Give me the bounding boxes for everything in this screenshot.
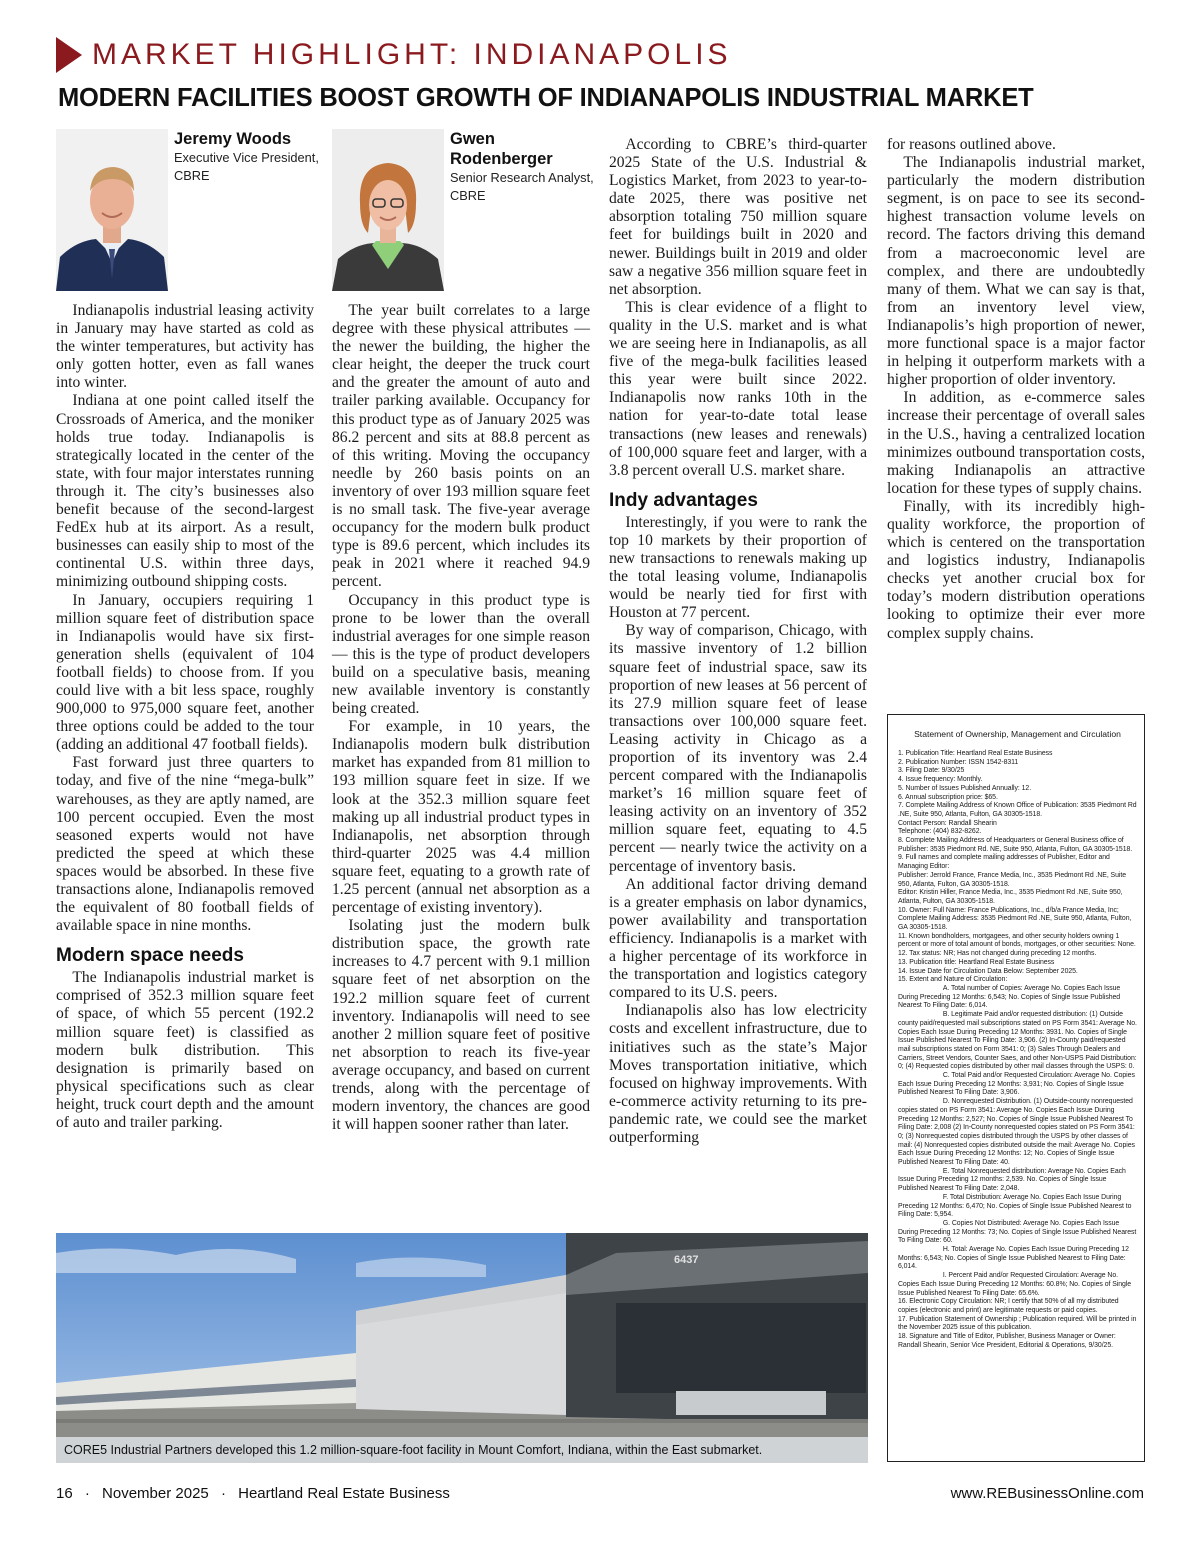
statement-line: A. Total number of Copies: Average No. Copies Each Issue During Preceding 12 Months: 6,543; No. Copies of Single Issue Published Nearest To Filing Date: 6,014. [898, 984, 1121, 1010]
statement-line: 3. Filing Date: 9/30/25 [898, 767, 965, 775]
statement-line: 2. Publication Number: ISSN 1542-8311 [898, 758, 1019, 766]
statement-line: 16. Electronic Copy Circulation: NR; I certify that 50% of all my distributed copies (electronic and print) are legitimate requests or paid copies. [898, 1298, 1119, 1314]
author-title-line1: Executive Vice President, [174, 150, 319, 165]
paragraph: In January, occupiers requiring 1 million square feet of distribution space in Indianapolis would have six first-generation shells (equivalent of 104 football fields) to choose from. If you could live with a bit less space, roughly 900,000 to 975,000 square feet, another three options could be added to the tour (adding an additional 47 football fields). [56, 591, 314, 754]
author-name-line1: Gwen [450, 130, 495, 148]
statement-line: B. Legitimate Paid and/or requested distribution: (1) Outside county paid/requested mail subscriptions stated on PS Form 3541: Average No. Copies Each Issue During Preceding 12 Months: 3931. No. Copies of Single Issue Published Nearest To Filing Date: 3,906. (2) In-County paid/requested mail subscriptions stated on Form 3541: 0; (3) Sales Through Dealers and Carriers, Street Vendors, Counter Saes, and other Non-USPS Paid Distribution: 0; (4) Requested copies distributed by other mail classes through the USPS: 0. [898, 1011, 1137, 1071]
paragraph: Indianapolis industrial leasing activity in January may have started as cold as the winter temperatures, but activity has only gotten hotter, even as fall wanes into winter. [56, 302, 314, 392]
subheading: Modern space needs [56, 945, 244, 967]
photo-caption: CORE5 Industrial Partners developed this 1.2 million-square-foot facility in Mount Comfort, Indiana, within the East submarket. [56, 1437, 868, 1463]
statement-line: 17. Publication Statement of Ownership ; Publication required. Will be printed in the November 2025 issue of this publication. [898, 1315, 1137, 1332]
paragraph: The Indianapolis industrial market, particularly the modern distribution segment, is on pace to see its second-highest transaction volume levels on record. The factors driving this demand from a macroeconomic level are complex, and there are undoubtedly many of them. What we can say is that, from an inventory level view, Indianapolis’s high proportion of newer, more functional space is a major factor in helping it outperform markets with a higher proportion of older inventory. [887, 154, 1145, 389]
statement-line: 7. Complete Mailing Address of Known Office of Publication: 3535 Piedmont Rd .NE, Suite 950, Atlanta, Fulton, GA 30305-1518. [898, 802, 1137, 818]
statement-line: 11. Known bondholders, mortgagees, and other security holders owning 1 percent or more of total amount of bonds, mortgages, or other securities: None. [898, 932, 1136, 949]
subheading: Indy advantages [609, 489, 758, 511]
article-headline: MODERN FACILITIES BOOST GROWTH OF INDIANAPOLIS INDUSTRIAL MARKET [58, 84, 1034, 112]
paragraph-continued: for reasons outlined above. [887, 136, 1056, 153]
statement-line: 15. Extent and Nature of Circulation: [898, 976, 1008, 984]
page-footer [56, 1485, 458, 1502]
issue-date: November 2025 [102, 1485, 209, 1502]
kicker-text: MARKET HIGHLIGHT: INDIANAPOLIS [92, 38, 732, 71]
article-column-4 [887, 136, 1145, 643]
statement-line: 10. Owner: Full Name: France Publications, Inc., d/b/a France Media, Inc; Complete Mailing Address: 3535 Piedmont Rd .NE, Suite 950, Atlanta, Fulton, GA 30305-1518. [898, 906, 1132, 932]
separator: · [84, 1485, 90, 1502]
paragraph: Occupancy in this product type is prone to be lower than the overall industrial averages for one simple reason — this is the type of product developers build on a speculative basis, meaning new available inventory is constantly being created. [332, 591, 590, 718]
author-photo [332, 129, 444, 291]
statement-title: Statement of Ownership, Management and Circulation [914, 729, 1121, 739]
paragraph: Finally, with its incredibly high-quality workforce, the proportion of which is centered on the transportation and logistics industry, Indianapolis checks yet another crucial box for today’s modern distribution operations looking to optimize their ever more complex supply chains. [887, 497, 1145, 642]
statement-line: C. Total Paid and/or Requested Circulation: Average No. Copies Each Issue During Preceding 12 Months: 3,931; No. Copies of Single Issue Published Nearest To Filing Date: 3,906. [898, 1072, 1135, 1097]
statement-line: Telephone: (404) 832-8262. [898, 828, 982, 836]
statement-line: Contact Person: Randall Shearin [898, 819, 997, 827]
statement-line: 14. Issue Date for Circulation Data Below: September 2025. [898, 967, 1078, 975]
building-photo [56, 1233, 868, 1463]
paragraph: According to CBRE’s third-quarter 2025 State of the U.S. Industrial & Logistics Market, from 2023 to year-to-date 2025, there was positive net absorption totaling 750 million square feet for buildings built in 2020 and newer. Buildings built in 2019 and older saw a negative 356 million square feet in net absorption. [609, 136, 867, 298]
author-name: Jeremy Woods [174, 130, 292, 148]
statement-line: 18. Signature and Title of Editor, Publisher, Business Manager or Owner: Randall Shearin, Senior Vice President, Editorial & Operations, 9/30/25. [898, 1333, 1116, 1349]
statement-line: Publisher: Jerrold France, France Media, Inc., 3535 Piedmont Rd .NE, Suite 950, Atlanta, Fulton, GA 30305-1518. [898, 871, 1127, 888]
paragraph: Indiana at one point called itself the Crossroads of America, and the moniker holds true today. Indianapolis is strategically located in the center of the state, with four major interstates running through it. The city’s businesses also benefit because of the second-largest FedEx hub at its airport. As a result, businesses can easily ship to most of the continental U.S. within three days, minimizing outbound shipping costs. [56, 392, 314, 591]
paragraph: The year built correlates to a large degree with these physical attributes — the newer the building, the higher the clear height, the deeper the truck court and the greater the amount of auto and trailer parking available. Occupancy for this product type as of January 2025 was 86.2 percent and sits at 88.8 percent as of this writing. Moving the occupancy needle by 260 basis points on an inventory of over 193 million square feet is no small task. The five-year average occupancy for the modern bulk product type is 89.6 percent, which includes its peak in 2021 where it reached 94.9 percent. [332, 302, 590, 591]
section-kicker [56, 36, 732, 74]
article-column-1 [56, 302, 314, 1132]
separator: · [220, 1485, 226, 1502]
publication-name: Heartland Real Estate Business [238, 1485, 450, 1502]
statement-line: 4. Issue frequency: Monthly. [898, 776, 983, 784]
statement-line: 9. Full names and complete mailing addresses of Publisher, Editor and Managing Editor: [898, 854, 1110, 871]
statement-line: 12. Tax status: NR; Has not changed during preceding 12 months. [898, 950, 1097, 958]
statement-line: G. Copies Not Distributed: Average No. Copies Each Issue During Preceding 12 Months: 73; No. Copies of Single Issue Published Nearest To Filing Date: 60. [898, 1219, 1137, 1245]
statement-line: H. Total: Average No. Copies Each Issue During Preceding 12 Months: 6,543; No. Copies of Single Issue Published Nearest to Filing Date: 6,014. [898, 1246, 1129, 1271]
article-column-3 [609, 136, 867, 1147]
paragraph: In addition, as e-commerce sales increase their percentage of overall sales in the U.S., having a centralized location minimizes outbound transportation costs, making Indianapolis an attractive location for these types of supply chains. [887, 389, 1145, 497]
statement-line: 1. Publication Title: Heartland Real Estate Business [898, 750, 1053, 757]
author-jeremy-woods [56, 129, 319, 291]
author-gwen-rodenberger [332, 129, 594, 291]
article-column-2 [332, 302, 590, 1134]
paragraph: Fast forward just three quarters to today, and five of the nine “mega-bulk” warehouses, as they are aptly named, are 100 percent occupied. Even the most seasoned experts would not have predicted the speed at which these spaces would be absorbed. In these five transactions alone, Indianapolis removed the equivalent of 80 football fields of available space in nine months. [56, 754, 314, 935]
statement-line: F. Total Distribution: Average No. Copies Each Issue During Preceding 12 Months: 6,470; No. Copies of Single Issue Published Nearest to Filing Date: 5,954. [898, 1193, 1132, 1219]
statement-line: E. Total Nonrequested distribution: Average No. Copies Each Issue During Preceding 12 months: 2,539. No. Copies of Single Issue Published Nearest To Filing Date: 2,048. [898, 1167, 1126, 1193]
statement-of-ownership-box [887, 714, 1145, 1462]
paragraph: For example, in 10 years, the Indianapolis modern bulk distribution market has expanded from 81 million to 193 million square feet in size. If we look at the 352.3 million square feet making up all industrial product types in Indianapolis, net absorption through third-quarter 2025 was 4.4 million square feet, equating to a growth rate of 1.25 percent (annual net absorption as a percentage of existing inventory). [332, 718, 590, 917]
statement-line: Editor: Kristin Hiller, France Media, Inc., 3535 Piedmont Rd .NE, Suite 950, Atlanta, Fulton, GA 30305-1518. [898, 889, 1123, 905]
page-number: 16 [56, 1485, 73, 1502]
paragraph: The Indianapolis industrial market is comprised of 352.3 million square feet of space, of which 55 percent (192.2 million square feet) is classified as modern bulk distribution. This designation is primarily based on physical specifications such as clear height, truck court depth and the amount of auto and trailer parking. [56, 969, 314, 1132]
author-title-line2: CBRE [450, 188, 486, 203]
statement-line: 8. Complete Mailing Address of Headquarters or General Business office of Publisher: 3535 Piedmont Rd. NE, Suite 950, Atlanta, Fulton, GA 30305-1518. [898, 837, 1133, 853]
paragraph: By way of comparison, Chicago, with its massive inventory of 1.2 billion square feet of industrial space, saw its proportion of new leases at 56 percent of its 27.9 million square feet of lease transactions over 100,000 square feet. Leasing activity in Chicago as a proportion of its inventory was 2.4 percent compared with the Indianapolis market’s 16 million square feet of leasing activity on an inventory of 352 million square feet, equating to 4.5 percent — nearly twice the activity on a percentage of inventory basis. [609, 622, 867, 875]
statement-line: 6. Annual subscription price: $65. [898, 793, 998, 801]
statement-line: 5. Number of Issues Published Annually: 12. [898, 784, 1032, 792]
statement-line: 13. Publication title: Heartland Real Estate Business [898, 958, 1055, 966]
paragraph: An additional factor driving demand is a greater emphasis on labor dynamics, power availability and transportation efficiency. Indianapolis is a market with a higher percentage of its workforce in the transportation and logistics category compared to its U.S. peers. [609, 875, 867, 1002]
author-title-line1: Senior Research Analyst, [450, 170, 594, 185]
building-number: 6437 [674, 1254, 699, 1266]
paragraph: Indianapolis also has low electricity costs and excellent infrastructure, due to initiatives such as the state’s Major Moves transportation initiative, which focused on highway improvements. With e-commerce activity returning to its pre-pandemic rate, we could see the market outperforming [609, 1002, 867, 1146]
author-photo [56, 129, 168, 291]
paragraph: Isolating just the modern bulk distribution space, the growth rate increases to 4.7 percent with 9.1 million square feet of net absorption on the 192.2 million square feet of current inventory. Indianapolis will need to see another 2 million square feet of positive net absorption to reach its five-year average occupancy, and based on current trends, along with the percentage of modern inventory, the chances are good it will happen sooner rather than later. [332, 917, 590, 1134]
statement-line: D. Nonrequested Distribution. (1) Outside-county nonrequested copies stated on PS Form 3541: Average No. Copies Each Issue During Preceding 12 Months: 2,527; No. Copies of Single Issue Published Nearest To Filing Date: 2,008 (2) In-County nonrequested copies stated on PS Form 3541: 0; (3) Nonrequested copies distributed through the USPS by other classes of mail: (4) Nonrequested copies distributed outside the mail: Average No. Copies Each Issue During Preceding 12 Months: 12; No. Copies of Single Issue Published Nearest To Filing Date: 40. [898, 1098, 1135, 1167]
website-url: www.REBusinessOnline.com [950, 1485, 1144, 1502]
triangle-icon [56, 37, 82, 73]
statement-line: I. Percent Paid and/or Requested Circulation: Average No. Copies Each Issue During Preceding 12 Months: 60.8%; No. Copies of Single Issue Published Nearest To Filing Date: 65.6%. [898, 1272, 1132, 1297]
paragraph: Interestingly, if you were to rank the top 10 markets by their proportion of new transactions to renewals making up the total leasing volume, Indianapolis would be nearly tied for first with Houston at 77 percent. [609, 513, 867, 622]
author-title-line2: CBRE [174, 168, 210, 183]
paragraph: This is clear evidence of a flight to quality in the U.S. market and is what we are seeing here in Indianapolis, as all five of the mega-bulk facilities leased this year were built since 2022. Indianapolis now ranks 10th in the nation for year-to-date total lease transactions (new leases and renewals) of 100,000 square feet and larger, with a 3.8 percent overall U.S. market share. [609, 298, 867, 479]
author-name-line2: Rodenberger [450, 150, 553, 168]
statement-lines [898, 750, 1137, 1351]
